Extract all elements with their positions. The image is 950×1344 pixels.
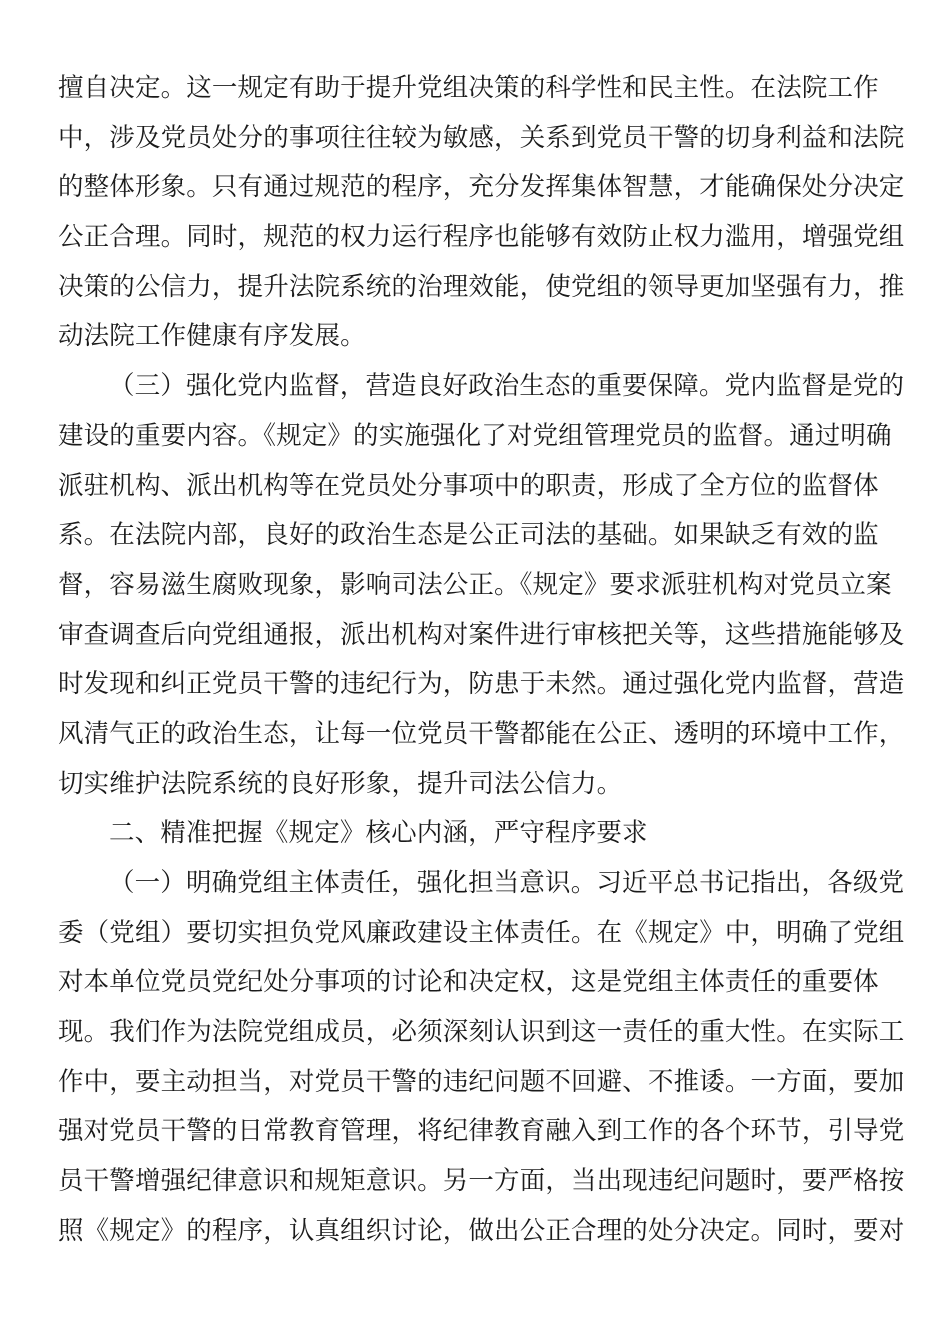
text-line: 强对党员干警的日常教育管理，将纪律教育融入到工作的各个环节，引导党: [58, 1116, 905, 1147]
text-line: 中，涉及党员处分的事项往往较为敏感，关系到党员干警的切身利益和法院: [58, 122, 905, 153]
text-line: （一）明确党组主体责任，强化担当意识。习近平总书记指出，各级党: [109, 868, 905, 898]
document-page: [58, 64, 905, 1257]
text-line: 决策的公信力，提升法院系统的治理效能，使党组的领导更加坚强有力，推: [58, 271, 905, 302]
text-line: 对本单位党员党纪处分事项的讨论和决定权，这是党组主体责任的重要体: [58, 967, 879, 998]
paragraph: [58, 859, 905, 1257]
text-line: 风清气正的政治生态，让每一位党员干警都能在公正、透明的环境中工作，: [58, 718, 905, 749]
text-line: 委（党组）要切实担负党风廉政建设主体责任。在《规定》中，明确了党组: [58, 917, 905, 948]
text-line: 时发现和纠正党员干警的违纪行为，防患于未然。通过强化党内监督，营造: [58, 669, 905, 700]
text-line: 动法院工作健康有序发展。: [58, 321, 366, 352]
paragraph: [58, 64, 905, 362]
text-line: 公正合理。同时，规范的权力运行程序也能够有效防止权力滥用，增强党组: [58, 222, 905, 253]
text-line: 现。我们作为法院党组成员，必须深刻认识到这一责任的重大性。在实际工: [58, 1017, 905, 1048]
text-line: 的整体形象。只有通过规范的程序，充分发挥集体智慧，才能确保处分决定: [58, 172, 905, 203]
text-line: （三）强化党内监督，营造良好政治生态的重要保障。党内监督是党的: [109, 371, 905, 402]
text-line: 作中，要主动担当，对党员干警的违纪问题不回避、不推诿。一方面，要加: [58, 1066, 905, 1097]
text-line: 系。在法院内部，良好的政治生态是公正司法的基础。如果缺乏有效的监: [58, 520, 879, 551]
text-line: 督，容易滋生腐败现象，影响司法公正。《规定》要求派驻机构对党员立案: [58, 569, 892, 600]
text-line: 员干警增强纪律意识和规矩意识。另一方面，当出现违纪问题时，要严格按: [58, 1166, 905, 1197]
text-line: 建设的重要内容。《规定》的实施强化了对党组管理党员的监督。通过明确: [58, 420, 892, 451]
section-heading: [58, 809, 878, 859]
heading-line: 二、精准把握《规定》核心内涵，严守程序要求: [109, 818, 648, 849]
paragraph: [58, 362, 905, 809]
text-line: 切实维护法院系统的良好形象，提升司法公信力。: [58, 768, 623, 799]
text-line: 审查调查后向党组通报，派出机构对案件进行审核把关等，这些措施能够及: [58, 619, 905, 650]
text-line: 擅自决定。这一规定有助于提升党组决策的科学性和民主性。在法院工作: [58, 73, 879, 103]
text-line: 照《规定》的程序，认真组织讨论，做出公正合理的处分决定。同时，要对: [58, 1215, 905, 1246]
text-line: 派驻机构、派出机构等在党员处分事项中的职责，形成了全方位的监督体: [58, 470, 879, 501]
